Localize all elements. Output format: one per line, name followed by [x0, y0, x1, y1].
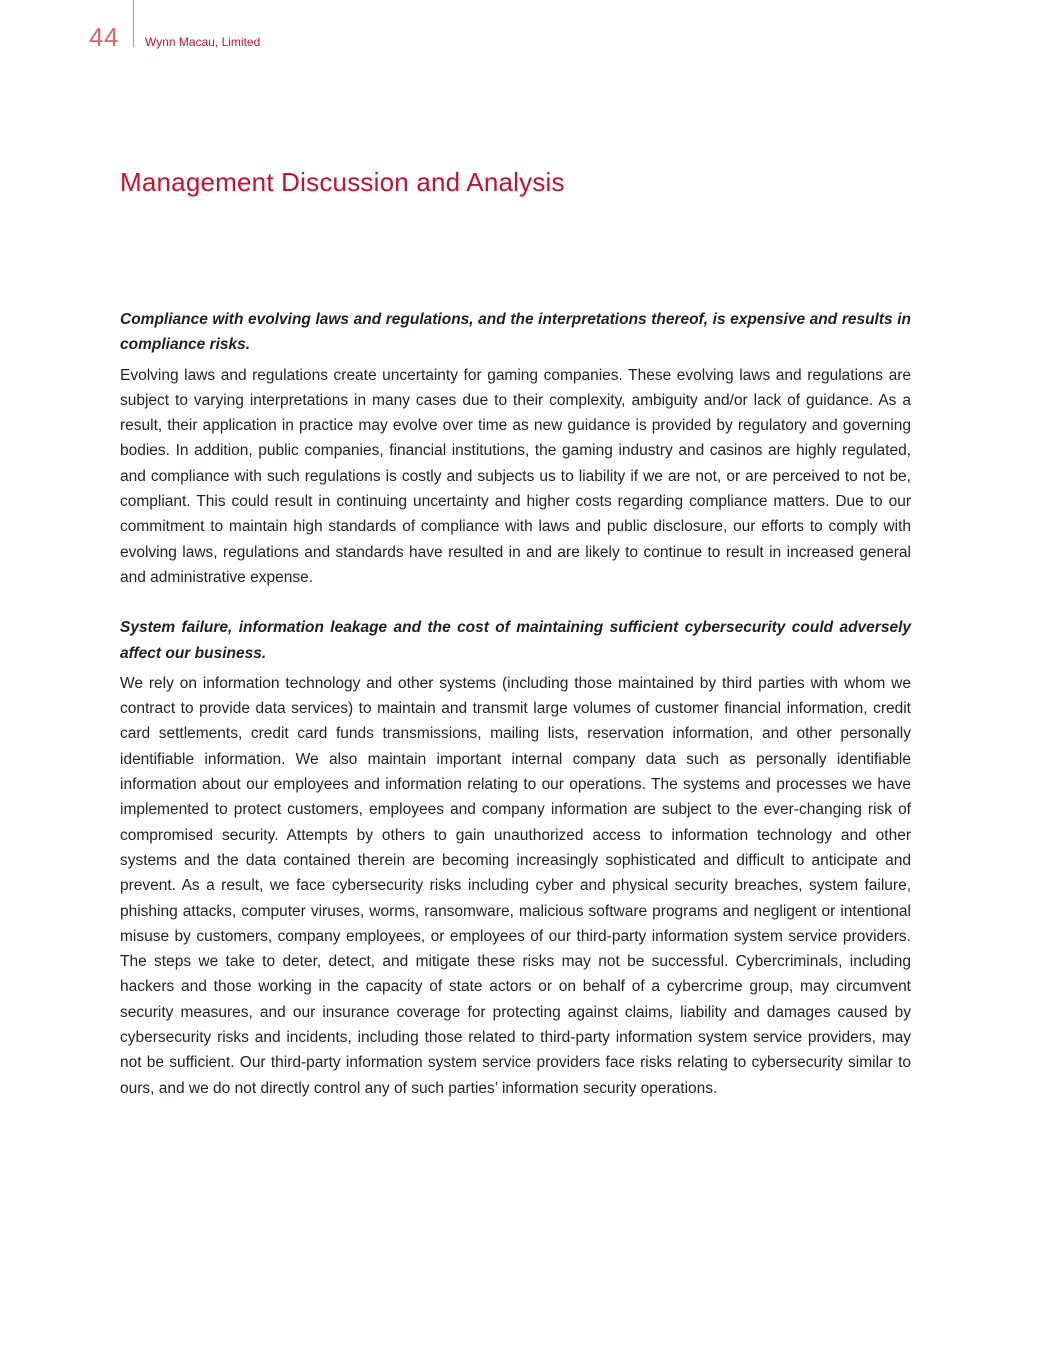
page-header — [0, 0, 1055, 60]
risk-paragraph: We rely on information technology and other systems (including those maintained by third parties with whom we contract to provide data services) to maintain and transmit large volumes of customer financial information, credit card settlements, credit card funds transmissions, mailing lists, reservation information, and other personally identifiable information. We also maintain important internal company data such as personally identifiable information about our employees and information relating to our operations. The systems and processes we have implemented to protect customers, employees and company information are subject to the ever-changing risk of compromised security. Attempts by others to gain unauthorized access to information technology and other systems and the data contained therein are becoming increasingly sophisticated and difficult to anticipate and prevent. As a result, we face cybersecurity risks including cyber and physical security breaches, system failure, phishing attacks, computer viruses, worms, ransomware, malicious software programs and negligent or intentional misuse by customers, company employees, or employees of our third-party information system service providers. The steps we take to deter, detect, and mitigate these risks may not be successful. Cybercriminals, including hackers and those working in the capacity of state actors or on behalf of a cybercrime group, may circumvent security measures, and our insurance coverage for protecting against claims, liability and damages caused by cybersecurity risks and incidents, including those related to third-party information system service providers, may not be sufficient. Our third-party information system service providers face risks relating to cybersecurity similar to ours, and we do not directly control any of such parties’ information security operations. — [120, 674, 911, 1097]
risk-heading: Compliance with evolving laws and regulations, and the interpretations thereof, is expensive and results in compliance risks. — [120, 311, 911, 354]
section-title: Management Discussion and Analysis — [120, 167, 565, 197]
page-number: 44 — [89, 22, 119, 52]
risk-factor-compliance — [120, 307, 911, 590]
header-divider — [133, 0, 134, 47]
risk-factor-cybersecurity — [120, 615, 911, 1101]
company-name: Wynn Macau, Limited — [145, 35, 261, 49]
document-body — [120, 307, 911, 1101]
risk-paragraph: Evolving laws and regulations create uncertainty for gaming companies. These evolving laws and regulations are subject to varying interpretations in many cases due to their complexity, ambiguity and/or lack of guidance. As a result, their application in practice may evolve over time as new guidance is provided by regulatory and governing bodies. In addition, public companies, financial institutions, the gaming industry and casinos are highly regulated, and compliance with such regulations is costly and subjects us to liability if we are not, or are perceived to not be, compliant. This could result in continuing uncertainty and higher costs regarding compliance matters. Due to our commitment to maintain high standards of compliance with laws and public disclosure, our efforts to comply with evolving laws, regulations and standards have resulted in and are likely to continue to result in increased general and administrative expense. — [120, 366, 911, 586]
risk-heading: System failure, information leakage and the cost of maintaining sufficient cybersecurity could adversely affect our business. — [120, 619, 911, 662]
